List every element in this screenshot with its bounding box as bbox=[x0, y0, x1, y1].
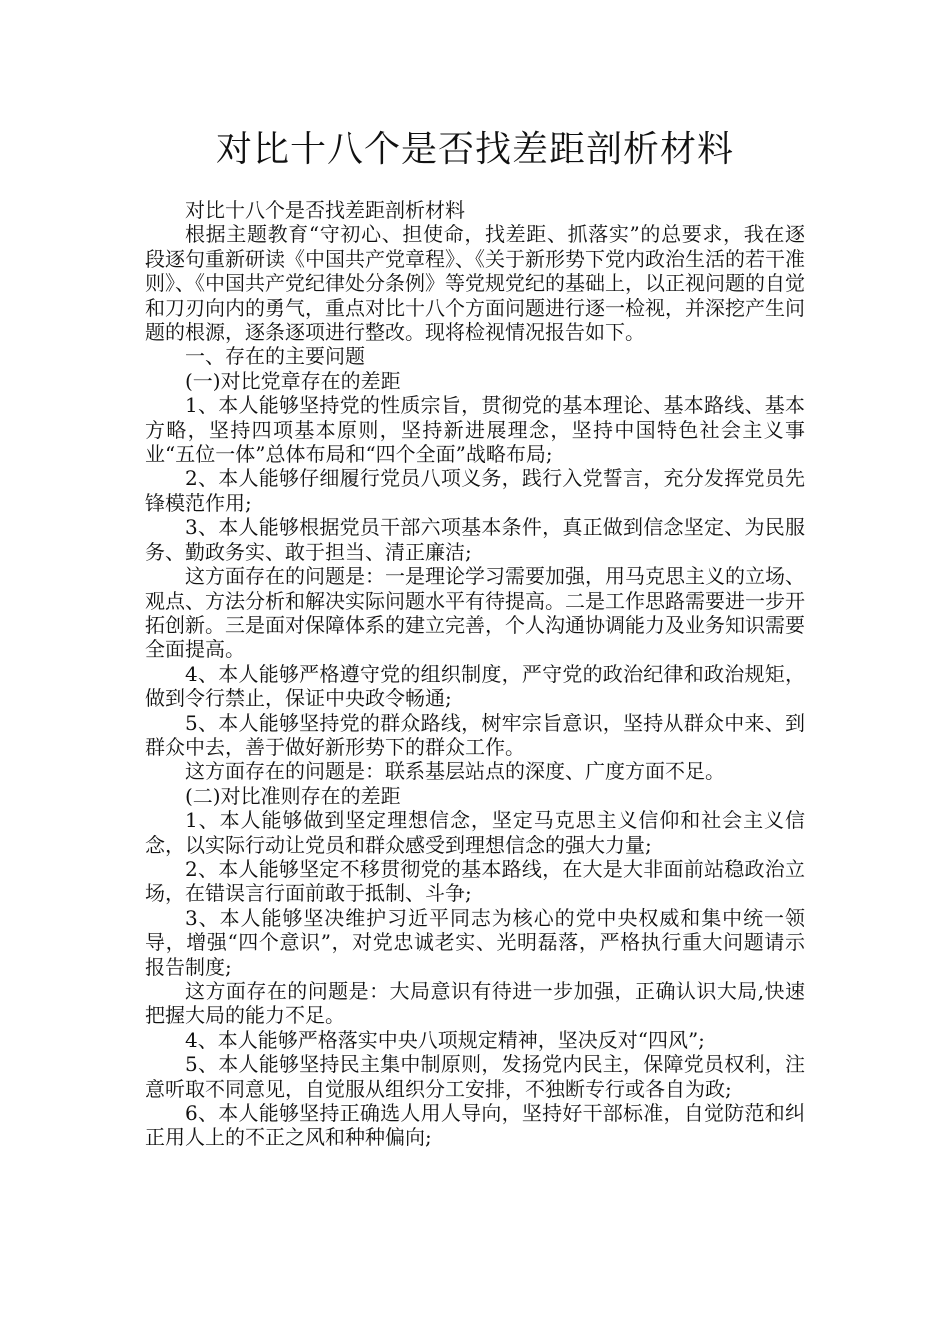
document-title: 对比十八个是否找差距剖析材料 bbox=[215, 129, 734, 170]
body-paragraph: 这方面存在的问题是：大局意识有待进一步加强，正确认识大局,快速把握大局的能力不足。 bbox=[145, 979, 805, 1028]
list-item: 4、本人能够严格落实中央八项规定精神，坚决反对“四风”; bbox=[185, 1027, 705, 1052]
list-item: 2、本人能够仔细履行党员八项义务，践行入党誓言，充分发挥党员先锋模范作用; bbox=[145, 466, 805, 515]
list-item: 1、本人能够坚持党的性质宗旨，贯彻党的基本理论、基本路线、基本方略，坚持四项基本原则，坚持新进展理念，坚持中国特色社会主义事业“五位一体”总体布局和“四个全面”战略布局; bbox=[145, 393, 805, 467]
document-body bbox=[145, 198, 805, 1150]
body-paragraph: 根据主题教育“守初心、担使命，找差距、抓落实”的总要求，我在逐段逐句重新研读《中国共产党章程》、《关于新形势下党内政治生活的若干准则》、《中国共产党纪律处分条例》等党规党纪的基础上，以正视问题的自觉和刀刃向内的勇气，重点对比十八个方面问题进行逐一检视，并深挖产生问题的根源，逐条逐项进行整改。现将检视情况报告如下。 bbox=[145, 222, 805, 345]
body-paragraph: 对比十八个是否找差距剖析材料 bbox=[185, 198, 465, 222]
list-item: 1、本人能够做到坚定理想信念，坚定马克思主义信仰和社会主义信念，以实际行动让党员和群众感受到理想信念的强大力量; bbox=[145, 808, 805, 857]
body-paragraph: 这方面存在的问题是：联系基层站点的深度、广度方面不足。 bbox=[185, 759, 725, 784]
list-item: 6、本人能够坚持正确选人用人导向，坚持好干部标准，自觉防范和纠正用人上的不正之风和种种偏向; bbox=[145, 1101, 805, 1150]
list-item: 4、本人能够严格遵守党的组织制度，严守党的政治纪律和政治规矩，做到令行禁止，保证中央政令畅通; bbox=[145, 661, 805, 711]
list-item: 5、本人能够坚持党的群众路线，树牢宗旨意识，坚持从群众中来、到群众中去，善于做好新形势下的群众工作。 bbox=[145, 710, 805, 759]
list-item: 5、本人能够坚持民主集中制原则，发扬党内民主，保障党员权利，注意听取不同意见，自觉服从组织分工安排，不独断专行或各自为政; bbox=[145, 1052, 805, 1101]
list-item: 2、本人能够坚定不移贯彻党的基本路线，在大是大非面前站稳政治立场，在错误言行面前敢于抵制、斗争; bbox=[145, 856, 805, 906]
list-item: 3、本人能够坚决维护习近平同志为核心的党中央权威和集中统一领导，增强“四个意识”，对党忠诚老实、光明磊落，严格执行重大问题请示报告制度; bbox=[145, 905, 805, 979]
body-paragraph: 这方面存在的问题是：一是理论学习需要加强，用马克思主义的立场、观点、方法分析和解决实际问题水平有待提高。二是工作思路需要进一步开拓创新。三是面对保障体系的建立完善，个人沟通协调能力及业务知识需要全面提高。 bbox=[145, 564, 805, 662]
subsection-heading: (一)对比党章存在的差距 bbox=[185, 368, 401, 393]
section-heading: 一、存在的主要问题 bbox=[185, 344, 365, 369]
subsection-heading: (二)对比准则存在的差距 bbox=[185, 783, 401, 808]
list-item: 3、本人能够根据党员干部六项基本条件，真正做到信念坚定、为民服务、勤政务实、敢于担当、清正廉洁; bbox=[145, 515, 805, 564]
